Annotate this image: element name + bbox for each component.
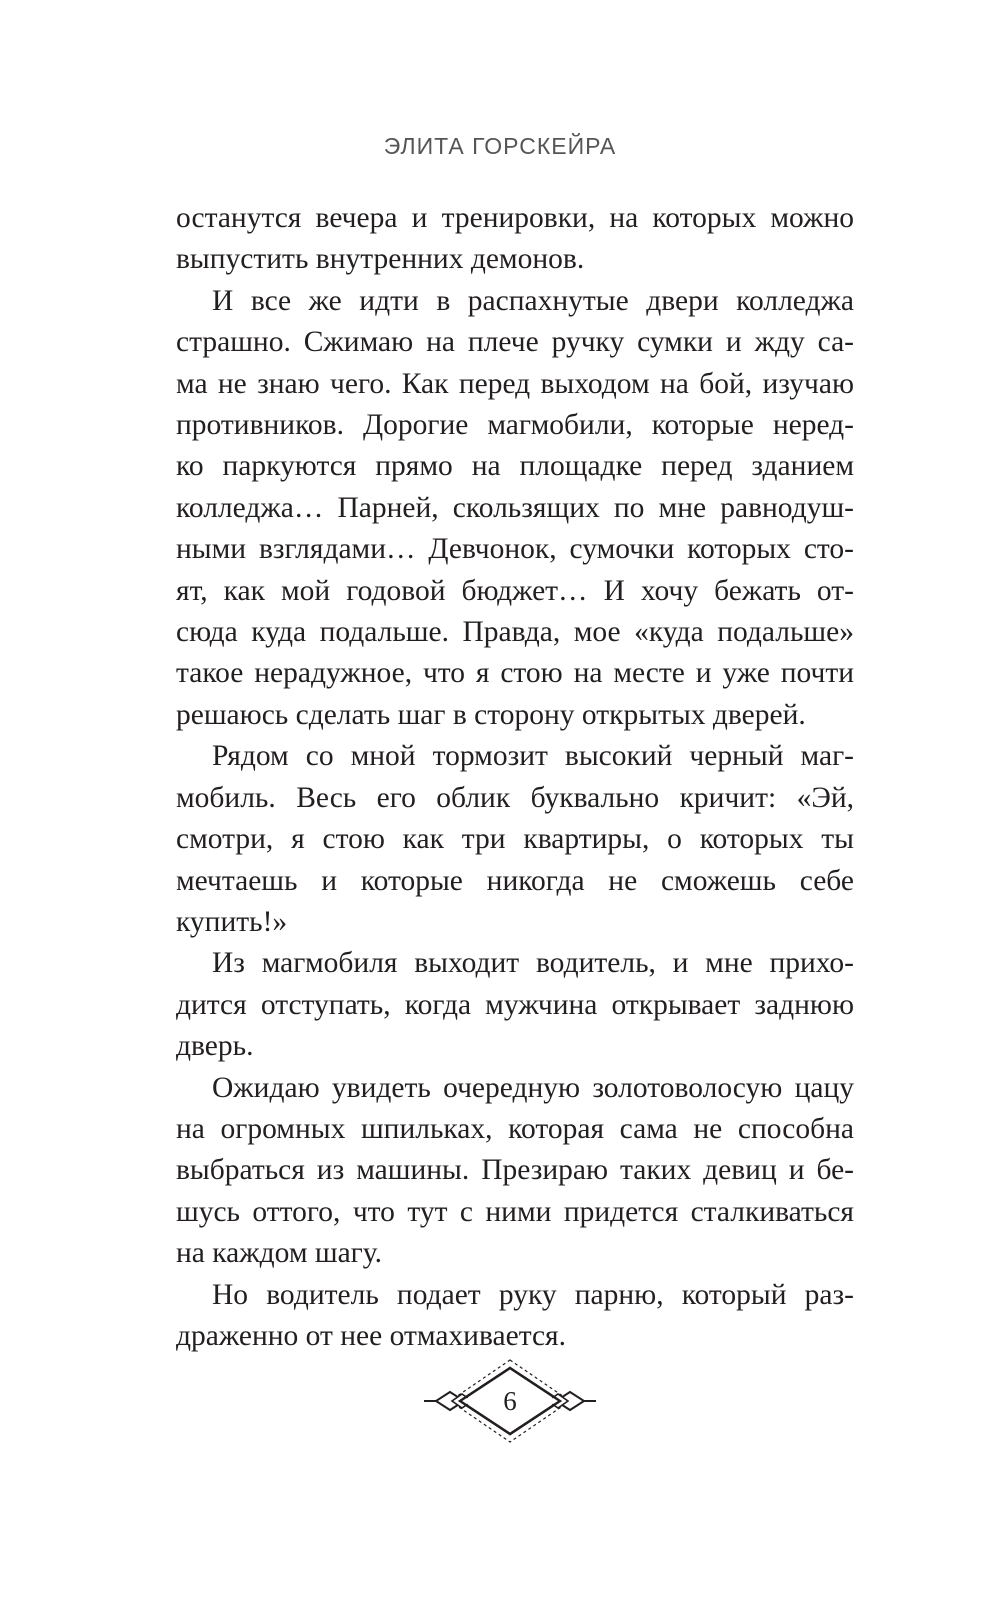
text-line: ма не знаю чего. Как перед выходом на бой, изучаю [176,367,854,400]
running-head: ЭЛИТА ГОРСКЕЙРА [383,133,617,159]
text-line: Но водитель подает руку парню, который раз- [212,1278,854,1311]
text-line: мечтаешь и которые никогда не сможешь себе [176,864,854,897]
text-line: дверь. [176,1030,254,1063]
text-line: сюда куда подальше. Правда, мое «куда подальше» [176,616,854,649]
text-line: смотри, я стою как три квартиры, о которых ты [176,823,854,856]
text-line: колледжа… Парней, скользящих по мне равнодуш- [176,491,854,524]
text-line: мобиль. Весь его облик буквально кричит: «Эй, [176,781,854,814]
text-line: купить!» [176,905,288,938]
text-line: шусь оттого, что тут с ними придется сталкиваться [176,1195,854,1228]
text-line: страшно. Сжимаю на плече ручку сумки и жду са- [176,326,854,359]
text-line: Из магмобиля выходит водитель, и мне прихо- [212,947,854,980]
text-line: ко паркуются прямо на площадке перед зданием [176,450,854,483]
page-number: 6 [503,1386,517,1416]
text-line: выпустить внутренних демонов. [176,243,585,276]
text-line: выбраться из машины. Презираю таких девиц и бе- [176,1154,854,1187]
text-line: И все же идти в распахнутые двери колледжа [212,284,854,317]
text-line: ными взглядами… Девчонок, сумочки которых сто- [176,533,854,566]
text-line: решаюсь сделать шаг в сторону открытых дверей. [176,698,806,731]
page-folio [420,1356,600,1446]
text-line: на каждом шагу. [176,1237,382,1270]
text-line: противников. Дорогие магмобили, которые неред- [176,409,854,442]
body-text [176,198,854,1357]
text-line: Рядом со мной тормозит высокий черный маг- [212,740,854,773]
text-line: Ожидаю увидеть очередную золотоволосую цацу [212,1071,854,1104]
text-line: останутся вечера и тренировки, на которых можно [176,202,854,234]
text-line: ят, как мой годовой бюджет… И хочу бежать от- [176,574,854,607]
text-line: драженно от нее отмахивается. [176,1319,566,1352]
text-line: дится отступать, когда мужчина открывает заднюю [176,988,854,1021]
text-line: такое нерадужное, что я стою на месте и уже почти [176,657,854,690]
text-line: на огромных шпильках, которая сама не способна [176,1112,854,1145]
